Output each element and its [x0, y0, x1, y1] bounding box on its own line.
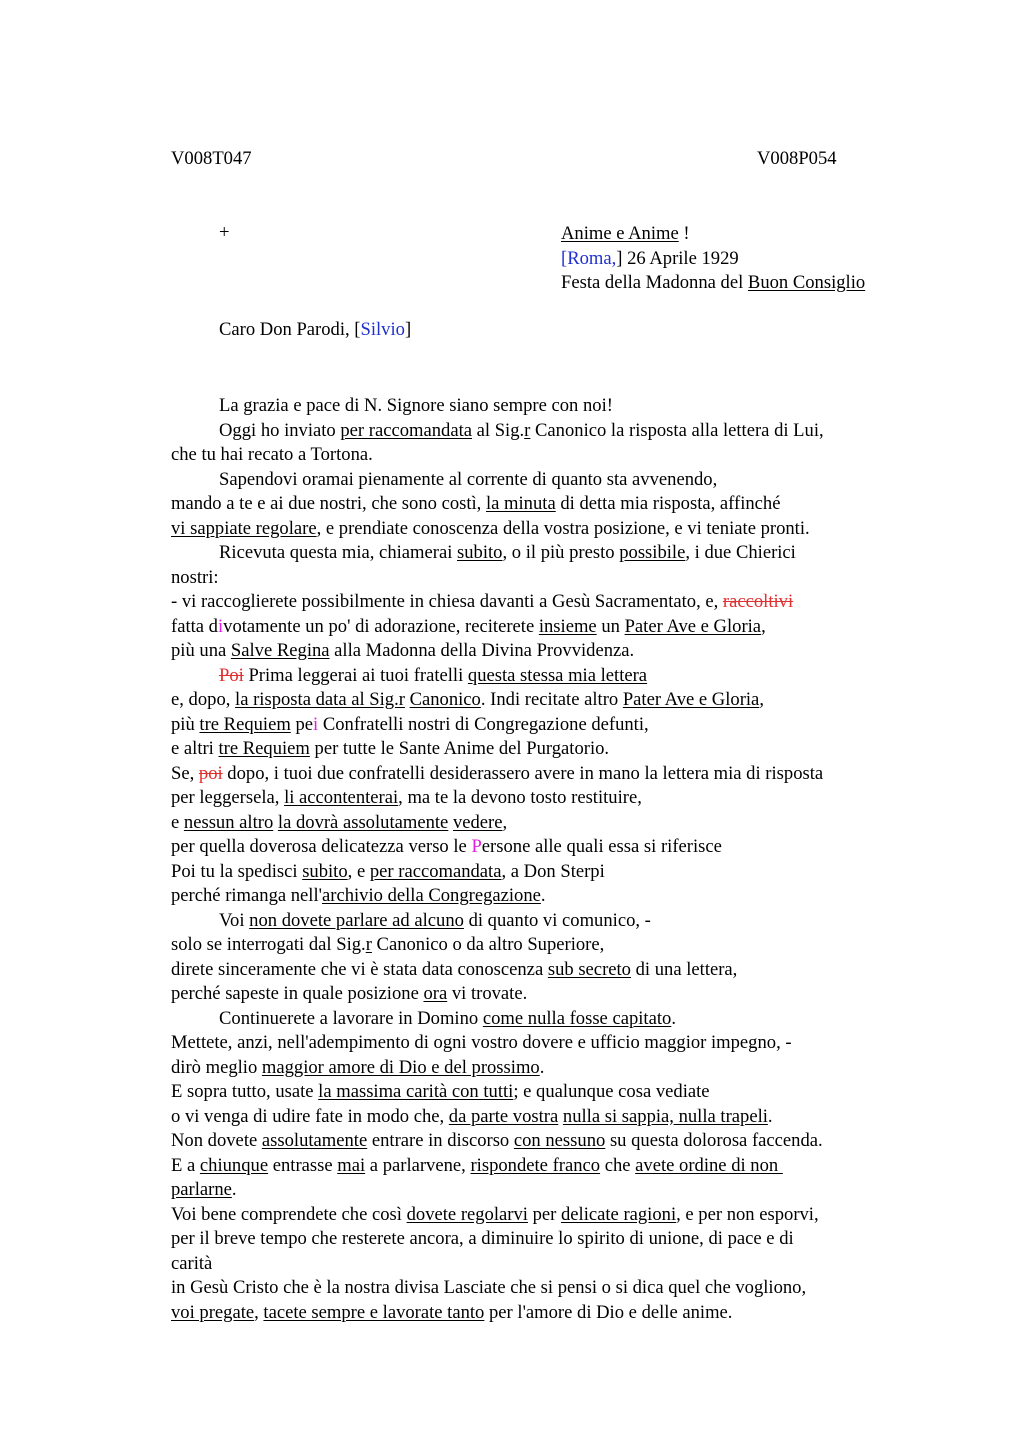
body-line: Poi tu la spedisci subito, e per raccomandata, a Don Sterpi [171, 860, 605, 882]
date: 26 Aprile 1929 [622, 247, 739, 269]
body-line: per il breve tempo che resterete ancora, a diminuire lo spirito di unione, di pace e di [171, 1228, 794, 1249]
recipient-name: Silvio [360, 319, 405, 340]
deleted-word: Poi [219, 664, 244, 686]
body-line: perché sapeste in quale posizione ora vi trovate. [171, 983, 528, 1004]
body-line: La grazia e pace di N. Signore siano sempre con noi! [219, 395, 613, 416]
body-line: per quella doverosa delicatezza verso le Persone alle quali essa si riferisce [171, 836, 722, 857]
body-line: o vi venga di udire fate in modo che, da parte vostra nulla si sappia, nulla trapeli. [171, 1105, 773, 1127]
body-line: direte sinceramente che vi è stata data conoscenza sub secreto di una lettera, [171, 958, 738, 980]
inserted-letter: i [313, 713, 319, 735]
body-line: E a chiunque entrasse mai a parlarvene, rispondete franco che avete ordine di non [171, 1154, 783, 1176]
body-line: - vi raccoglierete possibilmente in chiesa davanti a Gesù Sacramentato, e, raccoltivi [171, 591, 794, 612]
body-line: dirò meglio maggior amore di Dio e del prossimo. [171, 1056, 545, 1078]
body-line: mando a te e ai due nostri, che sono costì, la minuta di detta mia risposta, affinché [171, 493, 781, 514]
body-line: carità [171, 1252, 213, 1274]
body-line: Oggi ho inviato per raccomandata al Sig.r Canonico la risposta alla lettera di Lui, [219, 419, 824, 441]
body-line: più tre Requiem pei Confratelli nostri di Congregazione defunti, [171, 713, 649, 735]
body-line: e nessun altro la dovrà assolutamente vedere, [171, 811, 508, 833]
body-line: Continuerete a lavorare in Domino come nulla fosse capitato. [219, 1007, 676, 1029]
motto: Anime e Anime [561, 223, 679, 244]
salutation: Caro Don Parodi, [Silvio] [219, 319, 412, 340]
doc-id-right: V008P054 [757, 148, 837, 169]
letter-body [171, 394, 911, 1325]
body-line: Se, poi dopo, i tuoi due confratelli desiderassero avere in mano la lettera mia di risposta [171, 762, 824, 784]
body-line: solo se interrogati dal Sig.r Canonico o da altro Superiore, [171, 934, 605, 955]
inserted-letter: i [217, 615, 224, 637]
deleted-word: raccoltivi [722, 591, 794, 612]
inserted-letter: P [471, 836, 482, 857]
body-line: in Gesù Cristo che è la nostra divisa Lasciate che si pensi o si dica quel che vogliono, [171, 1277, 807, 1298]
place-date-line: [Roma,] 26 Aprile 1929 [561, 247, 739, 269]
body-line: voi pregate, tacete sempre e lavorate tanto per l'amore di Dio e delle anime. [171, 1301, 733, 1323]
body-line: più una Salve Regina alla Madonna della Divina Provvidenza. [171, 640, 635, 661]
feast-name: Buon Consiglio [747, 272, 866, 293]
body-line: fatta divotamente un po' di adorazione, reciterete insieme un Pater Ave e Gloria, [171, 615, 766, 637]
body-line: Mettete, anzi, nell'adempimento di ogni vostro dovere e ufficio maggior impegno, - [171, 1032, 792, 1053]
motto-line: Anime e Anime ! [561, 223, 690, 244]
body-line: Poi Prima leggerai ai tuoi fratelli questa stessa mia lettera [219, 664, 648, 686]
body-line: E sopra tutto, usate la massima carità con tutti; e qualunque cosa vediate [171, 1081, 710, 1102]
deleted-word: poi [198, 762, 223, 784]
letter-heading [561, 222, 865, 296]
body-line: Ricevuta questa mia, chiamerai subito, o il più presto possibile, i due Chierici [219, 542, 796, 563]
body-line: Non dovete assolutamente entrare in discorso con nessuno su questa dolorosa faccenda. [171, 1130, 823, 1151]
feast-line: Festa della Madonna del Buon Consiglio [561, 272, 866, 293]
body-line: Voi non dovete parlare ad alcuno di quanto vi comunico, - [219, 909, 651, 931]
body-line: vi sappiate regolare, e prendiate conoscenza della vostra posizione, e vi teniate pronti. [171, 517, 810, 539]
body-line: che tu hai recato a Tortona. [171, 444, 373, 465]
body-line: Voi bene comprendete che così dovete regolarvi per delicate ragioni, e per non esporvi, [171, 1203, 819, 1225]
doc-id-left: V008T047 [171, 148, 252, 169]
body-line: parlarne. [171, 1179, 237, 1200]
body-line: perché rimanga nell'archivio della Congregazione. [171, 885, 546, 906]
place: Roma, [567, 247, 617, 269]
body-line: per leggersela, li accontenterai, ma te la devono tosto restituire, [171, 787, 642, 808]
body-line: e altri tre Requiem per tutte le Sante Anime del Purgatorio. [171, 738, 610, 759]
body-line: nostri: [171, 566, 219, 588]
cross-symbol: + [219, 222, 230, 243]
body-line: e, dopo, la risposta data al Sig.r Canonico. Indi recitate altro Pater Ave e Gloria, [171, 689, 764, 710]
body-line: Sapendovi oramai pienamente al corrente di quanto sta avvenendo, [219, 468, 718, 490]
